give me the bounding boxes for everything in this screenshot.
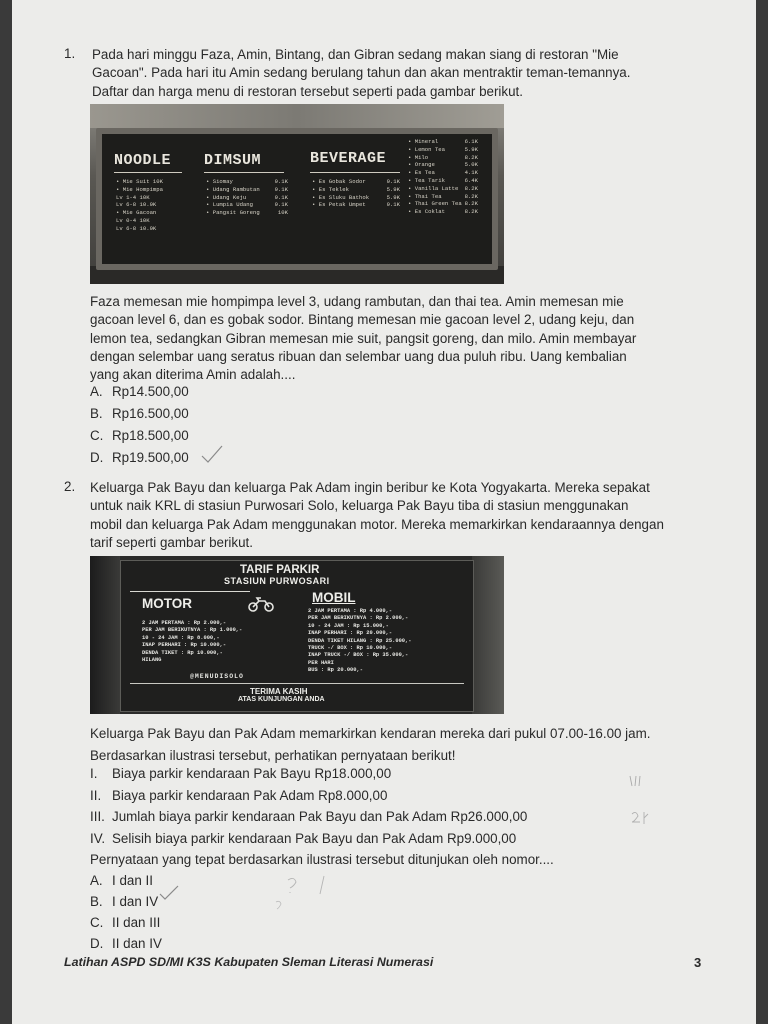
option-letter: A.	[90, 384, 103, 399]
menu-price: 6.1K	[464, 138, 478, 145]
menu-item: • Lumpia Udang	[206, 201, 253, 209]
option-letter: B.	[90, 406, 103, 421]
q2-option-d	[90, 936, 162, 951]
menu-item: • Siomay	[206, 178, 233, 185]
menu-price: 9.1K	[274, 193, 288, 201]
sign-handle: @MENUDISOLO	[190, 673, 244, 680]
q1-story-line: yang akan diterima Amin adalah....	[90, 367, 296, 383]
q1-intro-line: Daftar dan harga menu di restoran tersebut seperti pada gambar berikut.	[92, 83, 523, 99]
statement-text: Biaya parkir kendaraan Pak Bayu Rp18.000,00	[112, 766, 392, 781]
menu-item: Lv 0-4 10K	[116, 216, 150, 224]
question-2-story	[90, 723, 704, 766]
menu-board	[96, 128, 498, 270]
q2-intro-line: Keluarga Pak Bayu dan keluarga Pak Adam ingin beribur ke Kota Yogyakarta. Mereka sepakat	[90, 480, 650, 495]
q1-story-line: lemon tea, sedangkan Gibran memesan mie suit, pangsit goreng, dan milo. Amin membayar	[90, 330, 637, 346]
divider	[204, 172, 284, 173]
parking-sign-photo	[90, 556, 504, 714]
menu-item: • Es Gobak Sodor	[312, 178, 366, 185]
q2-option-a	[90, 873, 153, 888]
motorcycle-icon	[248, 596, 274, 612]
q2-intro-line: untuk naik KRL di stasiun Purwosari Solo, keluarga Pak Bayu tiba di stasiun menggunakan	[90, 498, 629, 514]
menu-dimsum-prices	[260, 178, 288, 217]
menu-price: 5.9K	[464, 145, 478, 153]
menu-item: • Milo	[408, 153, 429, 161]
rate-row: TRUCK -/ BOX : Rp 10.000,-	[308, 645, 393, 652]
option-letter: B.	[90, 894, 103, 909]
menu-price: 4.1K	[464, 169, 478, 177]
menu-price: 9.1K	[274, 201, 288, 209]
menu-item: • Es Coklat	[408, 208, 445, 216]
pencil-marks	[626, 770, 656, 830]
menu-price: 9.1K	[386, 178, 400, 185]
menu-item: • Tea Tarik	[408, 176, 445, 184]
q1-story-line: dengan selembar uang seratus ribuan dan selembar uang dua puluh ribu. Uang kembalian	[90, 348, 627, 364]
q2-statement-1	[90, 766, 391, 781]
q1-story-line: Faza memesan mie hompimpa level 3, udang rambutan, dan thai tea. Amin memesan mie	[90, 294, 624, 309]
menu-price: 8.2K	[464, 184, 478, 192]
page-number: 3	[694, 955, 702, 970]
menu-price: 5.0K	[464, 161, 478, 169]
question-1-number: 1.	[64, 46, 76, 61]
rate-row: INAP PERHARI : Rp 20.000,-	[308, 630, 393, 637]
menu-item: • Mie Suit 10K	[116, 178, 163, 185]
statement-roman: II.	[90, 788, 102, 803]
menu-price: 9.1K	[274, 185, 288, 193]
menu-dimsum-title: DIMSUM	[204, 152, 262, 169]
menu-item: • Es Sluku Bathok	[312, 193, 370, 201]
menu-item: • Udang Rambutan	[206, 185, 260, 193]
q2-statement-2	[90, 788, 387, 803]
page-footer: Latihan ASPD SD/MI K3S Kabupaten Sleman Literasi Numerasi	[64, 955, 434, 969]
divider	[130, 591, 250, 592]
rate-row: INAP TRUCK -/ BOX : Rp 35.000,-	[308, 652, 409, 659]
menu-price: 8.2K	[464, 208, 478, 216]
q2-option-c	[90, 915, 160, 930]
menu-price: 10K	[277, 209, 288, 217]
menu-item: • Pangsit Goreng	[206, 209, 260, 217]
statement-text: Jumlah biaya parkir kendaraan Pak Bayu dan Pak Adam Rp26.000,00	[112, 809, 528, 824]
menu-item: Lv 6-8 10.9K	[116, 224, 157, 232]
menu-item: • Thai Tea	[408, 192, 442, 200]
divider	[310, 172, 400, 173]
option-text: Rp19.500,00	[112, 450, 189, 465]
q1-intro-line: Pada hari minggu Faza, Amin, Bintang, dan Gibran sedang makan siang di restoran "Mie	[92, 47, 619, 62]
q2-option-b	[90, 894, 158, 909]
menu-beverage-title: BEVERAGE	[310, 150, 387, 167]
option-text: Rp18.500,00	[112, 428, 189, 443]
option-text: II dan IV	[112, 936, 162, 951]
statement-roman: I.	[90, 766, 98, 781]
menu-item: • Orange	[408, 161, 435, 169]
rate-row: BUS : Rp 20.000,-	[308, 667, 363, 674]
option-text: I dan IV	[112, 894, 159, 909]
pencil-marks	[272, 872, 342, 918]
menu-board-photo	[90, 104, 504, 284]
option-text: I dan II	[112, 873, 153, 888]
rate-row: PER JAM BERIKUTNYA : Rp 2.000,-	[308, 615, 409, 622]
menu-item: Lv 1-4 10K	[116, 193, 150, 201]
check-mark-icon	[158, 884, 180, 902]
sign-motor-title: MOTOR	[142, 596, 192, 611]
menu-item: • Mie Hompimpa	[116, 185, 163, 193]
divider	[114, 172, 182, 173]
option-text: Rp14.500,00	[112, 384, 189, 399]
question-1-intro	[92, 46, 704, 101]
sign-mobil-rates	[308, 608, 412, 675]
question-2-number: 2.	[64, 479, 76, 494]
sign-subtitle: STASIUN PURWOSARI	[224, 576, 330, 586]
check-mark-icon	[200, 444, 224, 464]
menu-item: • Lemon Tea	[408, 145, 445, 153]
rate-row: DENDA TIKET : Rp 10.000,-	[142, 649, 223, 656]
q1-option-a	[90, 384, 189, 399]
option-letter: D.	[90, 936, 104, 951]
menu-item: • Mie Gacoan	[116, 209, 157, 217]
menu-drinks-prices	[454, 138, 478, 216]
statement-text: Biaya parkir kendaraan Pak Adam Rp8.000,00	[112, 788, 388, 803]
sign-thanks-sub: ATAS KUNJUNGAN ANDA	[238, 696, 325, 703]
menu-price: 8.2K	[464, 200, 478, 208]
menu-price: 8.2K	[464, 192, 478, 200]
q2-question: Pernyataan yang tepat berdasarkan ilustrasi tersebut ditunjukan oleh nomor....	[90, 852, 554, 867]
rate-row: 2 JAM PERTAMA : Rp 2.000,-	[142, 620, 227, 626]
statement-text: Selisih biaya parkir kendaraan Pak Bayu dan Pak Adam Rp9.000,00	[112, 831, 517, 846]
question-2-intro	[90, 479, 704, 552]
option-letter: C.	[90, 915, 104, 930]
rate-row: 2 JAM PERTAMA : Rp 4.000,-	[308, 608, 393, 614]
menu-price: 9.1K	[274, 178, 288, 185]
q2-story-line: Berdasarkan ilustrasi tersebut, perhatikan pernyataan berikut!	[90, 747, 456, 763]
menu-noodle-items	[116, 178, 163, 233]
menu-item: • Es Teklek	[312, 185, 349, 193]
rate-row: INAP PERHARI : Rp 10.000,-	[142, 642, 227, 649]
q2-intro-line: tarif seperti gambar berikut.	[90, 534, 253, 550]
rate-row: HILANG	[142, 657, 162, 664]
menu-item: Lv 6-8 10.9K	[116, 201, 157, 209]
rate-row: PER HARI	[308, 659, 334, 666]
divider	[130, 683, 464, 684]
rate-row: 10 - 24 JAM : Rp 8.000,-	[142, 634, 220, 641]
menu-item: • Thai Green Tea	[408, 200, 462, 208]
menu-beverage-prices	[372, 178, 400, 209]
sign-title: TARIF PARKIR	[240, 564, 320, 576]
menu-price: 9.1K	[386, 201, 400, 209]
sign-motor-rates	[142, 620, 242, 664]
menu-noodle-title: NOODLE	[114, 152, 172, 169]
option-letter: A.	[90, 873, 103, 888]
menu-item: • Es Tea	[408, 169, 435, 177]
question-1-story	[90, 293, 704, 384]
rate-row: PER JAM BERIKUTNYA : Rp 1.000,-	[142, 627, 243, 634]
sign-mobil-title: MOBIL	[312, 590, 356, 605]
menu-beverage-items	[312, 178, 369, 209]
menu-dimsum-items	[206, 178, 260, 217]
q2-statement-4	[90, 831, 516, 846]
q1-story-line: gacoan level 6, dan es gobak sodor. Bintang memesan mie gacoan level 2, udang keju, dan	[90, 312, 635, 328]
sign-thanks: TERIMA KASIH	[250, 687, 308, 696]
menu-item: • Vanilla Latte	[408, 184, 459, 192]
rate-row: DENDA TIKET HILANG : Rp 25.000,-	[308, 637, 412, 644]
menu-item: • Mineral	[408, 138, 439, 145]
menu-item: • Udang Keju	[206, 193, 247, 201]
option-text: Rp16.500,00	[112, 406, 189, 421]
q1-option-d	[90, 450, 189, 465]
q2-statement-3	[90, 809, 527, 824]
menu-price: 6.4K	[464, 176, 478, 184]
rate-row: 10 - 24 JAM : Rp 15.000,-	[308, 622, 389, 629]
q1-option-b	[90, 406, 189, 421]
statement-roman: IV.	[90, 831, 106, 846]
menu-item: • Es Petak Umpet	[312, 201, 366, 209]
menu-price: 8.2K	[464, 153, 478, 161]
option-letter: C.	[90, 428, 104, 443]
menu-price: 5.9K	[386, 193, 400, 201]
q1-option-c	[90, 428, 189, 443]
q2-story-line: Keluarga Pak Bayu dan Pak Adam memarkirkan kendaran mereka dari pukul 07.00-16.00 jam.	[90, 726, 651, 741]
statement-roman: III.	[90, 809, 105, 824]
option-letter: D.	[90, 450, 104, 465]
option-text: II dan III	[112, 915, 161, 930]
q1-intro-line: Gacoan". Pada hari itu Amin sedang berulang tahun dan akan mentraktir teman-temannya.	[92, 65, 631, 81]
menu-price: 5.9K	[386, 185, 400, 193]
q2-intro-line: mobil dan keluarga Pak Adam menggunakan motor. Mereka memarkirkan kendaraannya dengan	[90, 516, 664, 532]
